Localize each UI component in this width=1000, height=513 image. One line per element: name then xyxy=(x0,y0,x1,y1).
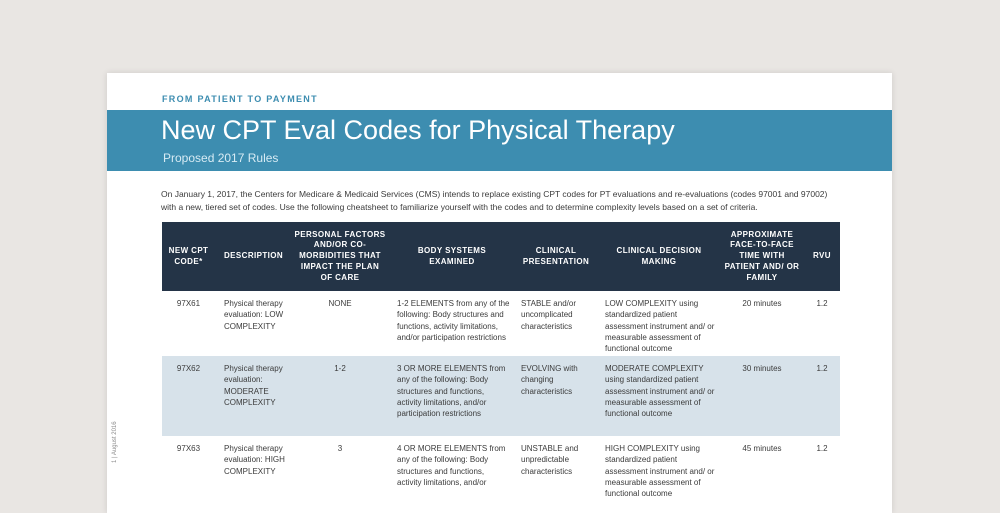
cell-clinical-presentation: EVOLVING with changing characteristics xyxy=(521,364,578,396)
document-kicker: FROM PATIENT TO PAYMENT xyxy=(162,94,318,104)
cell-personal-factors: 3 xyxy=(337,444,343,453)
cell-clinical-presentation: UNSTABLE and unpredictable characteristics xyxy=(521,444,579,476)
cell-clinical-presentation: STABLE and/or uncomplicated characteristics xyxy=(521,299,576,331)
header-body-systems: BODY SYSTEMS EXAMINED xyxy=(417,245,487,266)
cell-rvu: 1.2 xyxy=(816,444,828,453)
table-row xyxy=(162,436,840,513)
side-footer: 1 | August 2016 xyxy=(112,421,118,463)
cell-description: Physical therapy evaluation: HIGH COMPLEXITY xyxy=(224,444,285,476)
cell-description: Physical therapy evaluation: MODERATE COMPLEXITY xyxy=(224,364,283,408)
page-title: New CPT Eval Codes for Physical Therapy xyxy=(161,115,675,145)
header-code: NEW CPT CODE* xyxy=(168,245,209,266)
intro-paragraph: On January 1, 2017, the Centers for Medicare & Medicaid Services (CMS) intends to replace existing CPT codes for PT evaluations and re-evaluations (codes 97001 and 97002) with a new, tiered set of codes. Use the following cheatsheet to familiarize yourself with the codes and to determine complexity levels based on a set of criteria. xyxy=(161,189,828,212)
cell-face-time: 20 minutes xyxy=(742,299,782,308)
cell-body-systems: 1-2 ELEMENTS from any of the following: Body structures and functions, activity limitations, and/or participation restrictions xyxy=(397,299,510,343)
header-clinical-presentation: CLINICAL PRESENTATION xyxy=(522,245,590,266)
cell-clinical-decision: MODERATE COMPLEXITY using standardized patient assessment instrument and/ or measurable assessment of functional outcome xyxy=(605,364,715,419)
cpt-codes-table xyxy=(162,222,840,513)
cell-clinical-decision: LOW COMPLEXITY using standardized patient assessment instrument and/ or measurable assessment of functional outcome xyxy=(605,299,715,354)
cell-rvu: 1.2 xyxy=(816,299,828,308)
header-rvu: RVU xyxy=(813,251,831,261)
document-page xyxy=(107,73,892,513)
cell-body-systems: 4 OR MORE ELEMENTS from any of the following: Body structures and functions, activity limitations, and/or xyxy=(397,444,506,488)
cell-clinical-decision: HIGH COMPLEXITY using standardized patient assessment instrument and/ or measurable assessment of functional outcome xyxy=(605,444,715,499)
cell-body-systems: 3 OR MORE ELEMENTS from any of the following: Body structures and functions, activity limitations, and/or participation restrictions xyxy=(397,364,506,419)
title-banner xyxy=(107,110,892,171)
header-personal-factors: PERSONAL FACTORS AND/OR CO-MORBIDITIES THAT IMPACT THE PLAN OF CARE xyxy=(294,229,386,282)
cell-face-time: 30 minutes xyxy=(742,364,782,373)
cell-code: 97X61 xyxy=(176,299,201,308)
header-face-time: APPROXIMATE FACE-TO-FACE TIME WITH PATIENT AND/ OR FAMILY xyxy=(724,229,800,282)
table-header-row xyxy=(162,222,840,291)
cell-description: Physical therapy evaluation: LOW COMPLEXITY xyxy=(224,299,284,331)
cell-rvu: 1.2 xyxy=(816,364,828,373)
cell-code: 97X63 xyxy=(176,444,201,453)
cell-code: 97X62 xyxy=(176,364,201,373)
header-description: DESCRIPTION xyxy=(224,251,284,261)
table-row xyxy=(162,356,840,436)
cell-face-time: 45 minutes xyxy=(742,444,782,453)
page-subtitle: Proposed 2017 Rules xyxy=(163,151,279,165)
header-clinical-decision: CLINICAL DECISION MAKING xyxy=(616,245,702,266)
cell-personal-factors: 1-2 xyxy=(334,364,346,373)
cell-personal-factors: NONE xyxy=(328,299,352,308)
table-row xyxy=(162,291,840,356)
